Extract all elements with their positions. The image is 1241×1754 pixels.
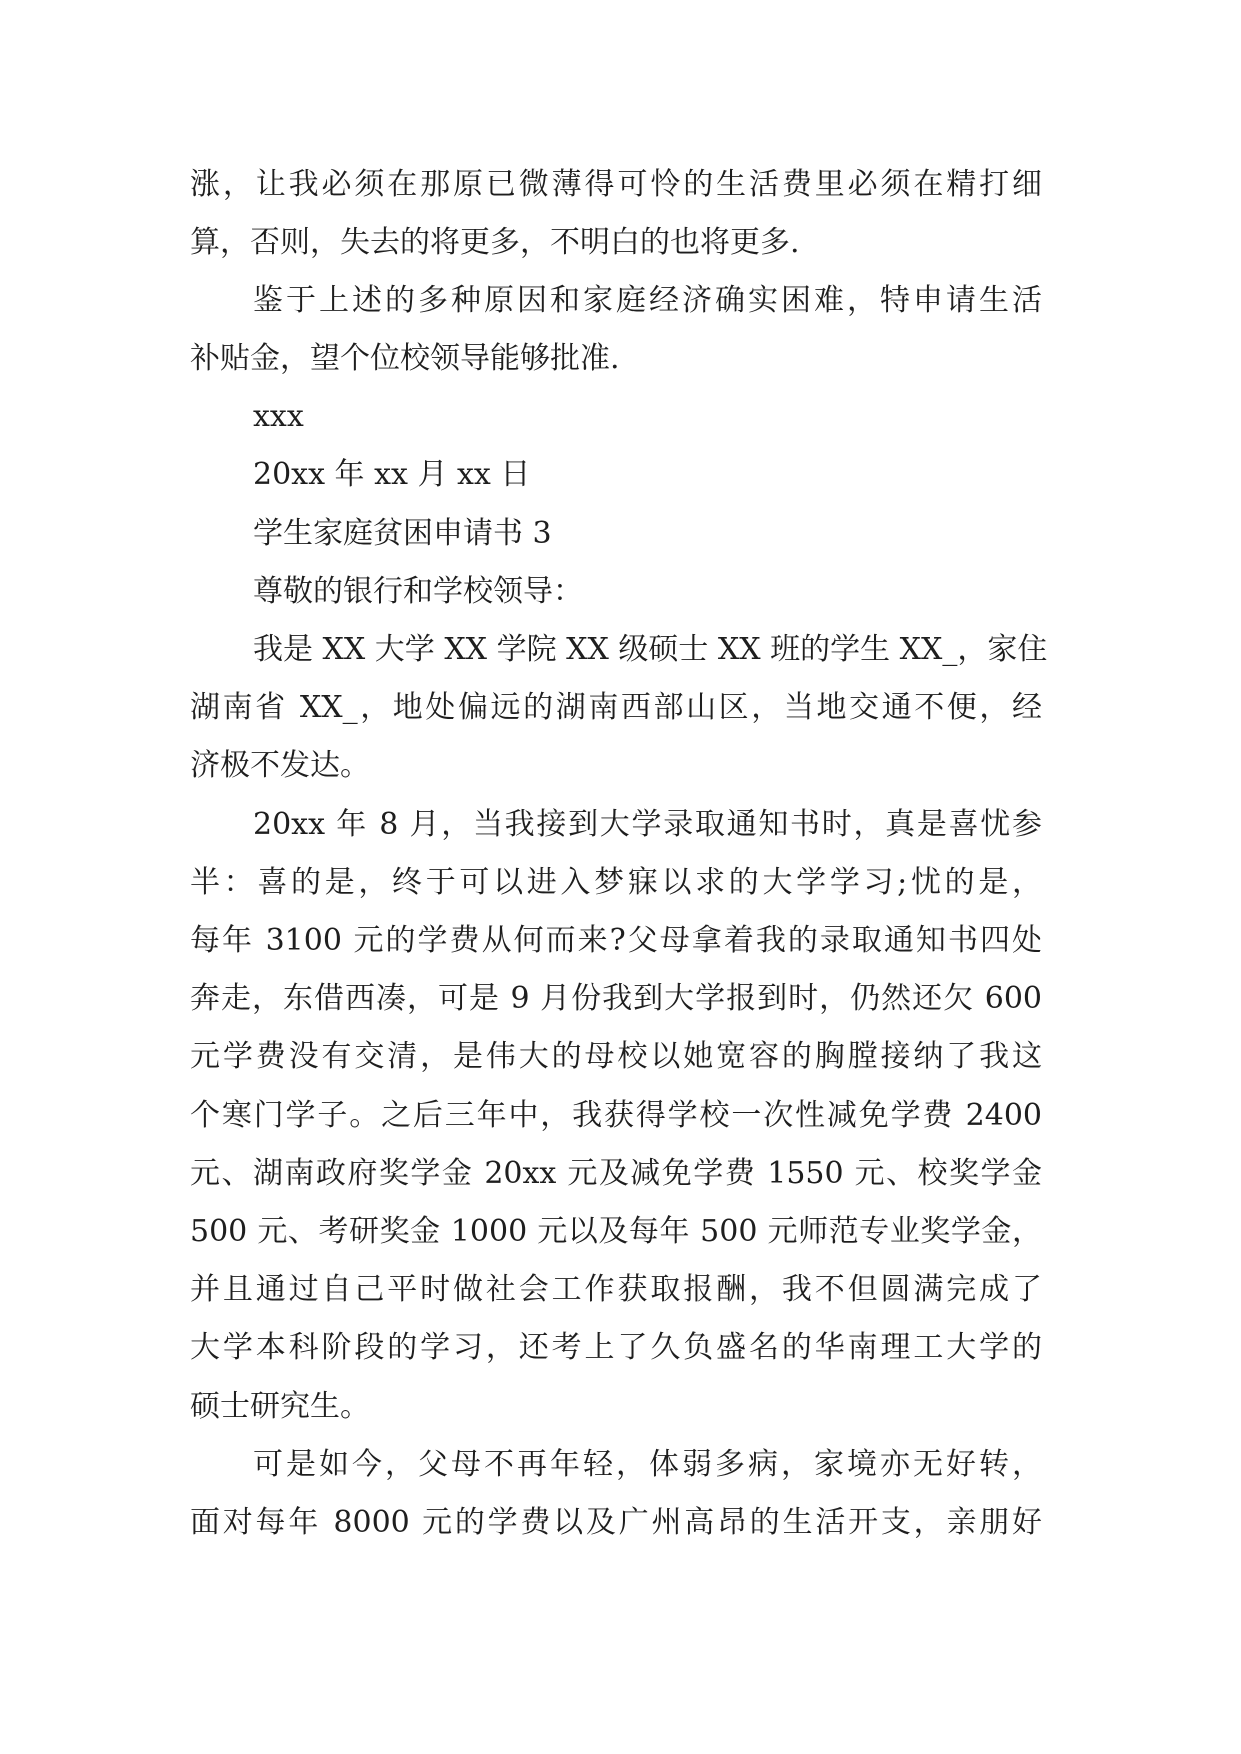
paragraph-start-line: 20xx 年 8 月，当我接到大学录取通知书时，真是喜忧参 bbox=[253, 807, 1042, 842]
salutation: 尊敬的银行和学校领导： bbox=[253, 574, 583, 609]
paragraph-start-line: 鉴于上述的多种原因和家庭经济确实困难，特申请生活 bbox=[253, 283, 1042, 318]
section-title: 学生家庭贫困申请书 3 bbox=[253, 516, 552, 551]
text-line: 半：喜的是，终于可以进入梦寐以求的大学学习;忧的是， bbox=[190, 865, 1042, 900]
signature-name: xxx bbox=[253, 399, 304, 434]
text-line: 个寒门学子。之后三年中，我获得学校一次性减免学费 2400 bbox=[190, 1098, 1042, 1133]
text-line: 硕士研究生。 bbox=[190, 1389, 370, 1424]
text-line: 面对每年 8000 元的学费以及广州高昂的生活开支，亲朋好 bbox=[190, 1505, 1042, 1540]
paragraph-start-line: 可是如今，父母不再年轻，体弱多病，家境亦无好转， bbox=[253, 1447, 1042, 1482]
text-line: 并且通过自己平时做社会工作获取报酬，我不但圆满完成了 bbox=[190, 1272, 1042, 1307]
text-line: 奔走，东借西凑，可是 9 月份我到大学报到时，仍然还欠 600 bbox=[190, 981, 1042, 1016]
signature-date: 20xx 年 xx 月 xx 日 bbox=[253, 457, 531, 492]
text-line: 500 元、考研奖金 1000 元以及每年 500 元师范专业奖学金， bbox=[190, 1214, 1042, 1249]
text-line: 涨，让我必须在那原已微薄得可怜的生活费里必须在精打细 bbox=[190, 167, 1042, 202]
text-line: 每年 3100 元的学费从何而来?父母拿着我的录取通知书四处 bbox=[190, 923, 1042, 958]
text-line: 元、湖南政府奖学金 20xx 元及减免学费 1550 元、校奖学金 bbox=[190, 1156, 1042, 1191]
text-line: 元学费没有交清，是伟大的母校以她宽容的胸膛接纳了我这 bbox=[190, 1039, 1042, 1074]
text-line: 补贴金，望个位校领导能够批准. bbox=[190, 341, 620, 376]
text-line: 算，否则，失去的将更多，不明白的也将更多. bbox=[190, 225, 800, 260]
text-line: 大学本科阶段的学习，还考上了久负盛名的华南理工大学的 bbox=[190, 1330, 1042, 1365]
paragraph-start-line: 我是 XX 大学 XX 学院 XX 级硕士 XX 班的学生 XX_，家住 bbox=[253, 632, 1048, 667]
text-line: 济极不发达。 bbox=[190, 748, 370, 783]
text-line: 湖南省 XX_，地处偏远的湖南西部山区，当地交通不便，经 bbox=[190, 690, 1042, 725]
